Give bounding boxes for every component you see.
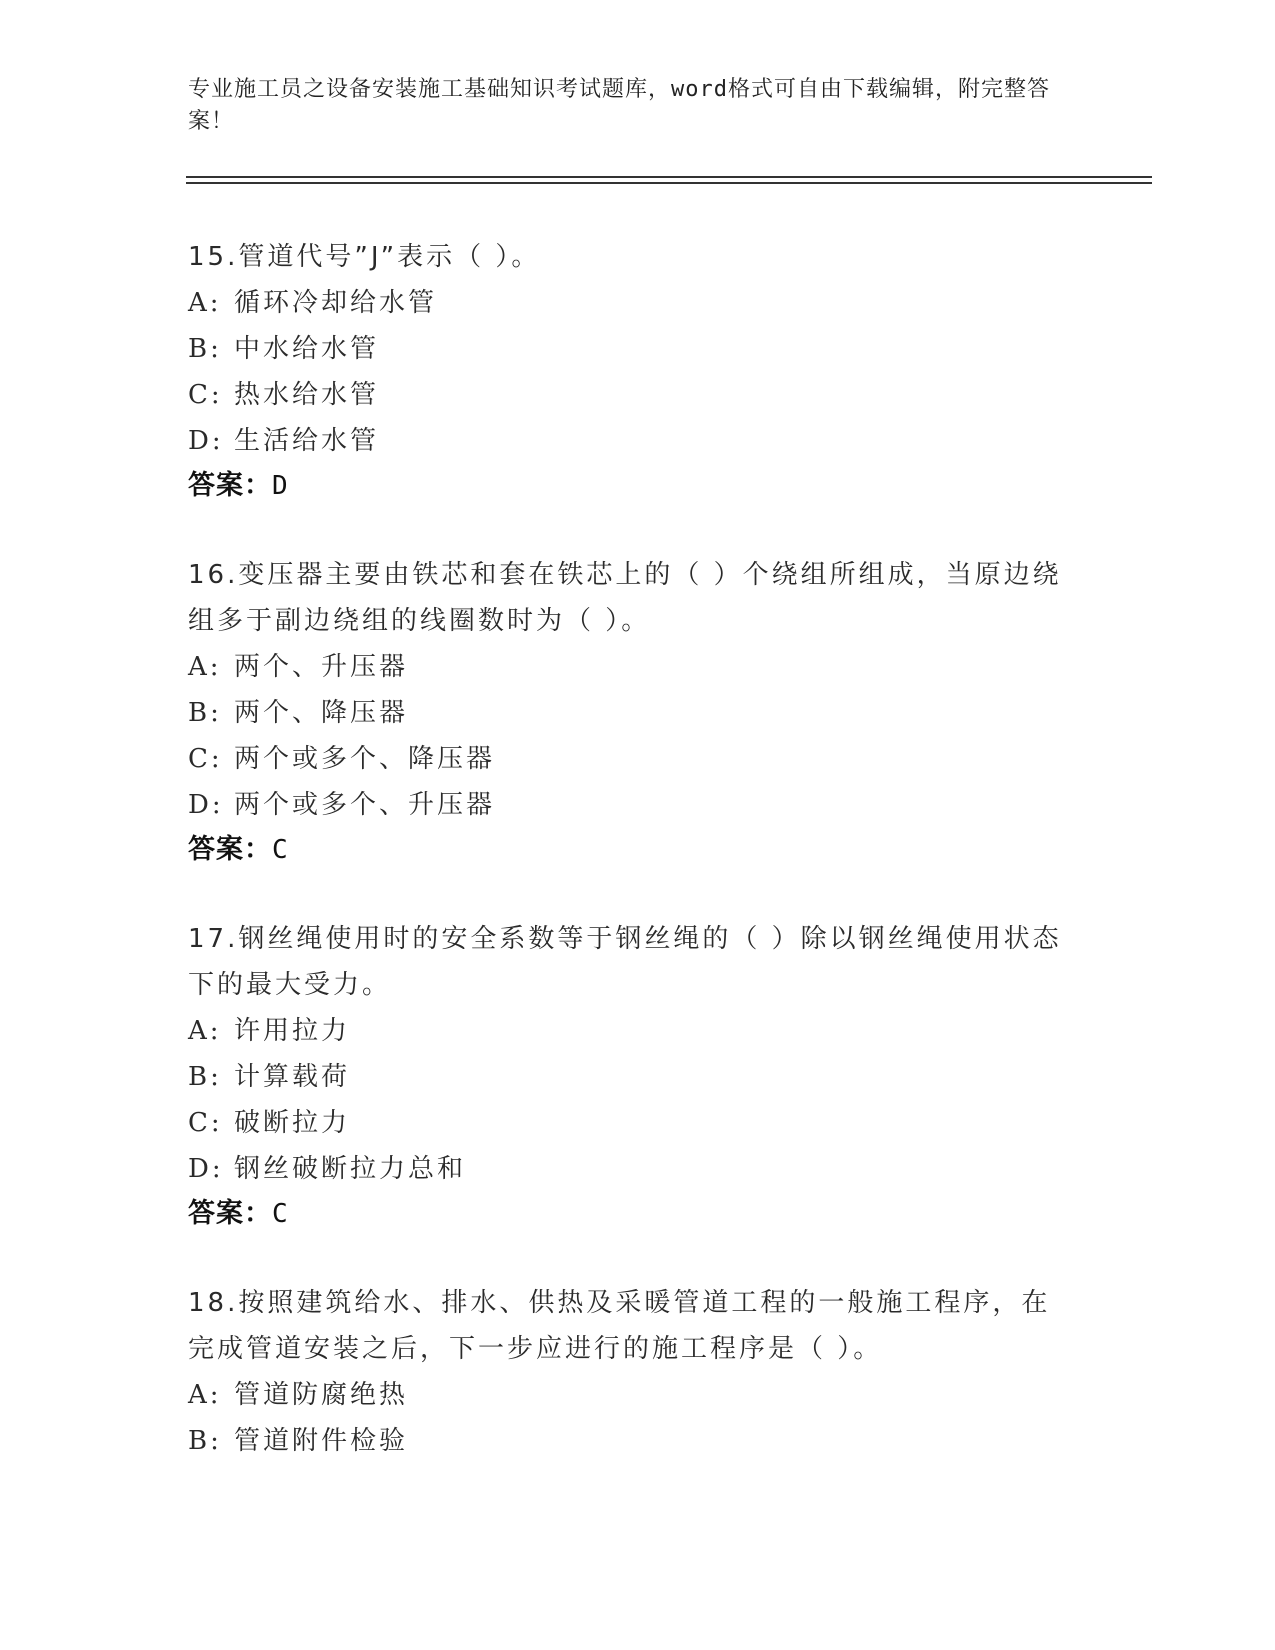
question-16 xyxy=(188,552,1088,872)
option-text: 钢丝破断拉力总和 xyxy=(234,1154,467,1184)
option-text: 破断拉力 xyxy=(234,1108,351,1138)
option-b xyxy=(188,1418,1088,1464)
option-letter: D: xyxy=(188,1154,224,1184)
option-d xyxy=(188,782,1088,828)
option-text: 热水给水管 xyxy=(234,380,380,410)
option-text: 两个、降压器 xyxy=(234,698,409,728)
answer-value: C xyxy=(272,835,289,865)
option-a xyxy=(188,1008,1088,1054)
header-divider-bottom xyxy=(186,182,1152,184)
option-text: 管道防腐绝热 xyxy=(234,1380,409,1410)
option-text: 管道附件检验 xyxy=(234,1426,409,1456)
option-c xyxy=(188,1100,1088,1146)
option-text: 两个、升压器 xyxy=(234,652,409,682)
option-letter: A: xyxy=(188,1016,222,1046)
question-15 xyxy=(188,234,1088,508)
option-letter: C: xyxy=(188,1108,223,1138)
option-b xyxy=(188,326,1088,372)
option-letter: D: xyxy=(188,790,224,820)
option-a xyxy=(188,280,1088,326)
option-text: 两个或多个、降压器 xyxy=(234,744,496,774)
question-18 xyxy=(188,1280,1088,1464)
option-text: 计算载荷 xyxy=(234,1062,351,1092)
option-letter: B: xyxy=(188,1062,222,1092)
answer-label: 答案： xyxy=(188,834,272,865)
option-a xyxy=(188,644,1088,690)
question-stem: 15.管道代号”J”表示（ ）。 xyxy=(188,242,541,272)
document-header xyxy=(188,74,1068,138)
question-stem: 18.按照建筑给水、排水、供热及采暖管道工程的一般施工程序，在完成管道安装之后，下一步应进行的施工程序是（ ）。 xyxy=(188,1288,1051,1364)
option-letter: A: xyxy=(188,652,222,682)
question-17 xyxy=(188,916,1088,1236)
answer-line xyxy=(188,828,1088,872)
answer-value: C xyxy=(272,1199,289,1229)
answer-line xyxy=(188,464,1088,508)
option-d xyxy=(188,418,1088,464)
answer-label: 答案： xyxy=(188,470,272,501)
option-d xyxy=(188,1146,1088,1192)
answer-line xyxy=(188,1192,1088,1236)
option-letter: B: xyxy=(188,1426,222,1456)
option-b xyxy=(188,690,1088,736)
question-list xyxy=(188,234,1088,1508)
option-a xyxy=(188,1372,1088,1418)
option-letter: C: xyxy=(188,380,223,410)
option-b xyxy=(188,1054,1088,1100)
header-text: 专业施工员之设备安装施工基础知识考试题库，word格式可自由下载编辑，附完整答案！ xyxy=(188,77,1050,134)
option-letter: C: xyxy=(188,744,223,774)
option-letter: B: xyxy=(188,698,222,728)
option-c xyxy=(188,736,1088,782)
option-c xyxy=(188,372,1088,418)
question-stem: 17.钢丝绳使用时的安全系数等于钢丝绳的（ ）除以钢丝绳使用状态下的最大受力。 xyxy=(188,924,1062,1000)
option-text: 许用拉力 xyxy=(234,1016,351,1046)
option-text: 中水给水管 xyxy=(234,334,380,364)
option-letter: D: xyxy=(188,426,224,456)
option-letter: A: xyxy=(188,1380,222,1410)
answer-value: D xyxy=(272,471,289,501)
answer-label: 答案： xyxy=(188,1198,272,1229)
option-letter: A: xyxy=(188,288,222,318)
option-text: 循环冷却给水管 xyxy=(234,288,438,318)
option-text: 生活给水管 xyxy=(234,426,380,456)
option-letter: B: xyxy=(188,334,222,364)
option-text: 两个或多个、升压器 xyxy=(234,790,496,820)
question-stem: 16.变压器主要由铁芯和套在铁芯上的（ ）个绕组所组成，当原边绕组多于副边绕组的线圈数时为（ ）。 xyxy=(188,560,1062,636)
header-divider-top xyxy=(186,176,1152,178)
